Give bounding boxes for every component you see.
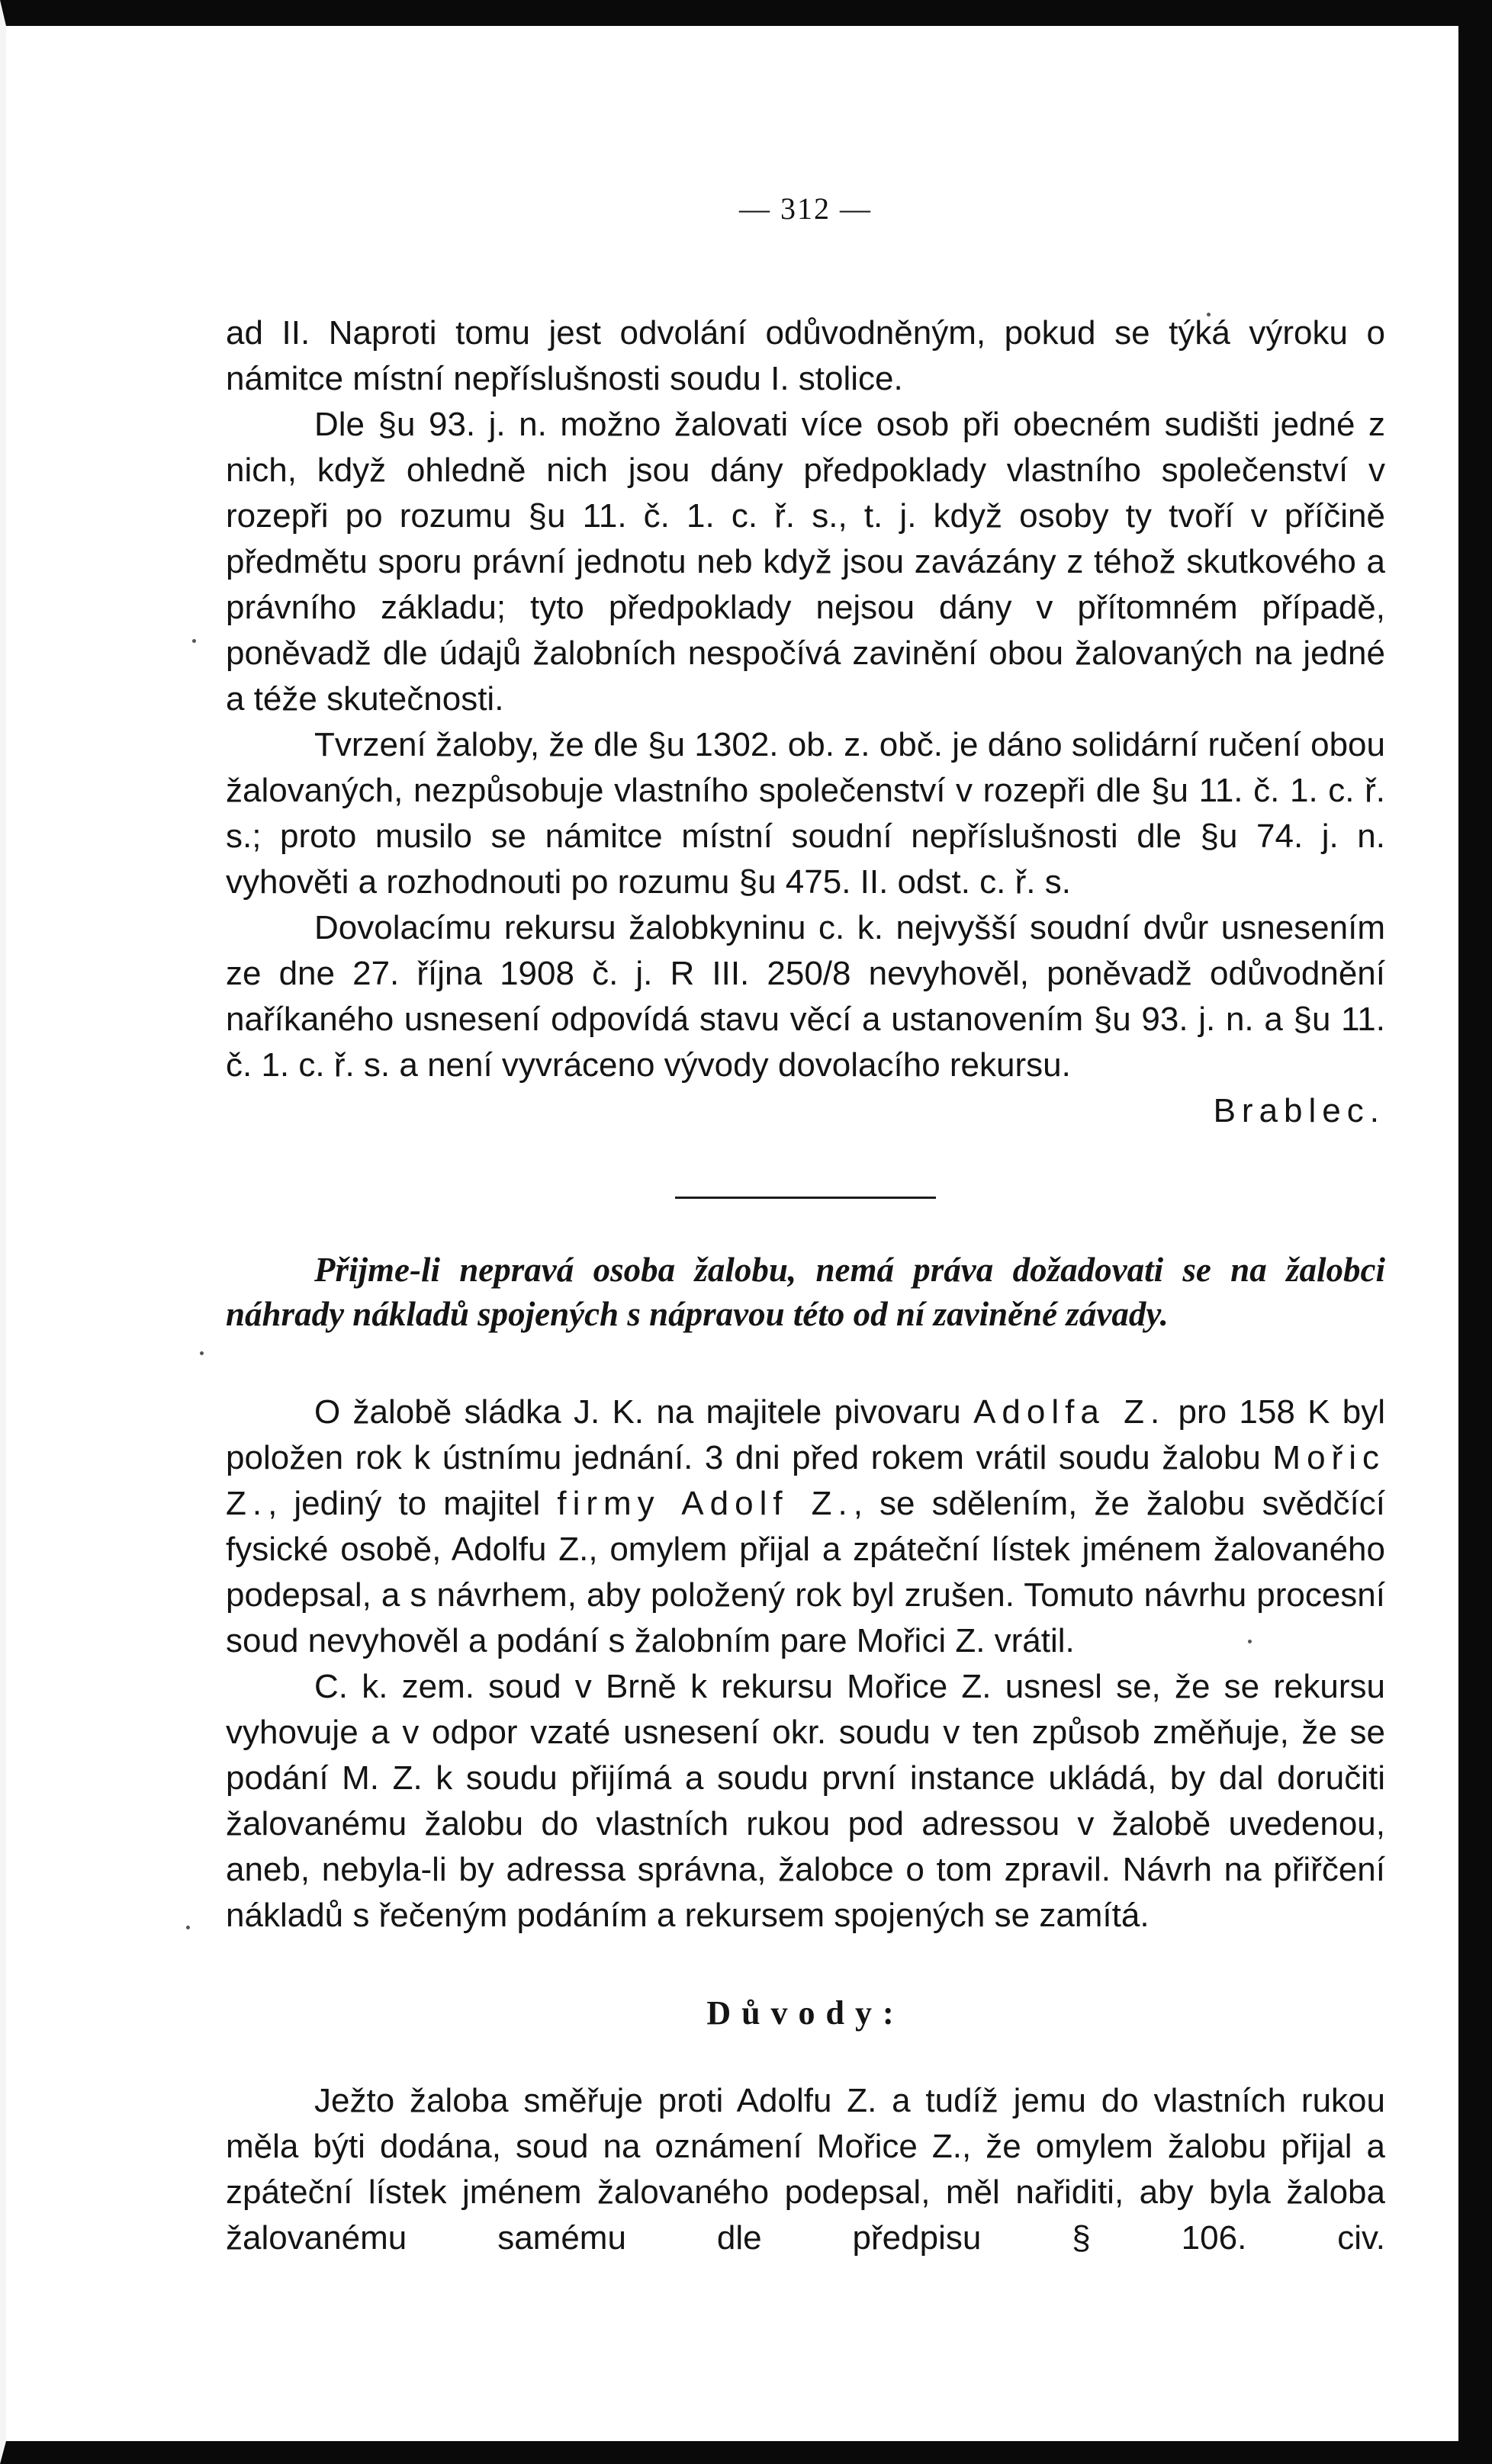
page-number: — 312 — bbox=[739, 191, 872, 226]
paragraph-tvrzeni: Tvrzení žaloby, že dle §u 1302. ob. z. obč. je dáno solidární ručení obou žalovaných, nezpůsobuje vlastního společenství v rozepři dle §u 11. č. 1. c. ř. s.; proto musilo se námitce místní soudní nepříslušnosti dle §u 74. j. n. vyhověti a rozhodnouti po rozumu §u 475. II. odst. c. ř. s. bbox=[226, 726, 1385, 901]
text-run: , jediný to majitel bbox=[268, 1485, 541, 1522]
paragraph-ad-ii: ad II. Naproti tomu jest odvolání odůvodněným, pokud se týká výroku o námitce místní nepříslušnosti soudu I. stolice. bbox=[226, 314, 1385, 397]
text-run: pro 158 K byl položen rok k ústnímu jednání. 3 dni před rokem vrátil soudu žalobu bbox=[226, 1393, 1385, 1476]
text-run: O žalobě sládka J. K. na majitele pivovaru bbox=[314, 1393, 961, 1431]
reasons-section bbox=[226, 2078, 1385, 2261]
reasons-heading: Důvody: bbox=[706, 1994, 905, 2032]
paragraph-dovolaci-rekurs: Dovolacímu rekursu žalobkyninu c. k. nejvyšší soudní dvůr usnesením ze dne 27. října 1908 č. j. R III. 250/8 nevyhověl, poněvadž odůvodnění naříkaného usnesení odpovídá stavu věcí a ustanovením §u 93. j. n. a §u 11. č. 1. c. ř. s. a není vyvráceno vývody dovolacího rekursu. bbox=[226, 909, 1385, 1084]
document-page bbox=[226, 191, 1385, 2261]
paragraph-par93: Dle §u 93. j. n. možno žalovati více osob při obecném sudišti jedné z nich, když ohledně nich jsou dány předpoklady vlastního společenství v rozepři po rozumu §u 11. č. 1. c. ř. s., t. j. když osoby ty tvoří v příčině předmětu sporu právní jednotu neb když jsou zavázány z téhož skutkového a právního základu; tyto předpoklady nejsou dány v přítomném případě, poněvadž dle údajů žalobních nespočívá zavinění obou žalovaných na jedné a téže skutečnosti. bbox=[226, 406, 1385, 718]
paragraph-zem-soud: C. k. zem. soud v Brně k rekursu Mořice Z. usnesl se, že se rekursu vyhovuje a v odpor vzaté usnesení okr. soudu v ten způsob změňuje, že se podání M. Z. k soudu přijímá a soudu první instance ukládá, by dal doručiti žalovanému žalobu do vlastních rukou pod adressou v žalobě uvedenou, aneb, nebyla-li by adressa správna, žalobce o tom zpravil. Návrh na přiřčení nákladů s řečeným podáním a rekursem spojených se zamítá. bbox=[226, 1668, 1385, 1934]
signature: Brablec. bbox=[1213, 1092, 1385, 1129]
section-divider bbox=[675, 1197, 936, 1199]
paragraph-jezto: Ježto žaloba směřuje proti Adolfu Z. a tudíž jemu do vlastních rukou měla býti dodána, soud na oznámení Mořice Z., že omylem žalobu přijal a zpáteční lístek jménem žalovaného podepsal, měl nařiditi, aby byla žaloba žalovanému samému dle předpisu § 106. civ. bbox=[226, 2082, 1385, 2257]
name-moric: Mořic Z. bbox=[226, 1439, 1385, 1522]
paragraph-o-zalobe bbox=[226, 1389, 1385, 1664]
text-run: , se sdělením, že žalobu svědčící fysické osobě, Adolfu Z., omylem přijal a zpáteční lístek jménem žalovaného podepsal, a s návrhem, aby položený rok byl zrušen. Tomuto návrhu procesní soud nevyhověl a podání s žalobním pare Mořici Z. vrátil. bbox=[226, 1485, 1386, 1659]
name-adolf: Adolfa Z. bbox=[973, 1393, 1166, 1431]
headnote: Přijme-li nepravá osoba žalobu, nemá práva dožadovati se na žalobci náhrady nákladů spojených s nápravou této od ní zaviněné závady. bbox=[226, 1251, 1385, 1333]
signature-line bbox=[226, 1088, 1385, 1134]
second-case bbox=[226, 1389, 1385, 1939]
name-firma: firmy Adolf Z. bbox=[557, 1485, 854, 1522]
first-case bbox=[226, 310, 1385, 1134]
